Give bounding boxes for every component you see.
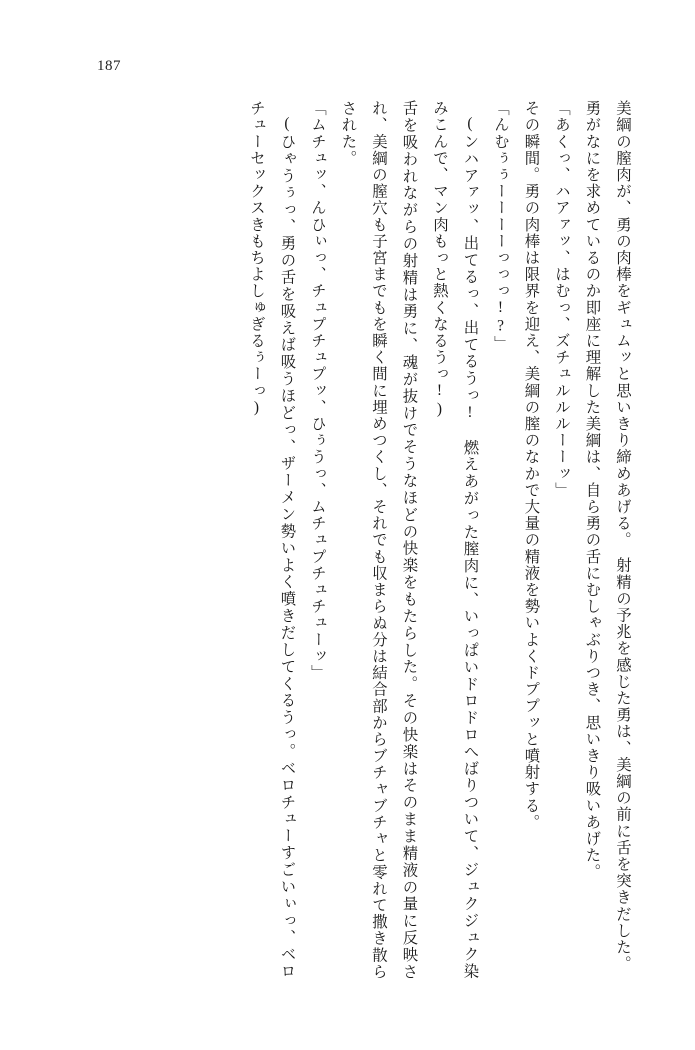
paragraph: その瞬間。勇の肉棒は限界を迎え、美綱の膣のなかで大量の精液を勢いよくドププッと噴射する。 xyxy=(522,100,540,831)
paragraph: (ンハアァッ、出てるっ、出てるうっ! 燃えあがった膣肉に、いっぱいドロドロへばりついて、ジュクジュク染みこんで、マン肉もっと熱くなるうっ!) xyxy=(431,100,479,980)
paragraph: (ひゃうぅっ、勇の舌を吸えば吸うほどっ、ザーメン勢いよく噴きだしてくるうっ。ベロチューすごいぃっ、ベロチューセックスきもちよしゅぎるぅーっ) xyxy=(248,100,296,980)
paragraph: 勇がなにを求めているのか即座に理解した美綱は、自ら勇の舌にむしゃぶりつき、思いきり吸いあげた。 xyxy=(583,100,601,881)
paragraph: 「ムチュッ、んひぃっ、チュプチュプッ、ひぅうっ、ムチュプチュチューッ」 xyxy=(309,100,326,681)
paragraph: 美綱の膣肉が、勇の肉棒をギュムッと思いきり締めあげる。 射精の予兆を感じた勇は、美綱の前に舌を突きだした。 xyxy=(614,100,631,973)
paragraph: 「んむぅぅーーーーっっっ!?」 xyxy=(492,100,509,353)
paragraph: 「あくっ、ハアァッ、はむっ、ズチュルルルーーッ」 xyxy=(553,100,570,499)
page-number: 187 xyxy=(97,58,121,74)
paragraph: 舌を吸われながらの射精は勇に、魂が抜けでそうなほどの快楽をもたらした。その快楽はそのまま精液の量に反映され、美綱の膣穴も子宮までもを瞬く間に埋めつくし、それでも収まらぬ分は結合部からブチャブチャと零れて撒き散らされた。 xyxy=(339,100,418,980)
vertical-text-body xyxy=(62,100,637,980)
